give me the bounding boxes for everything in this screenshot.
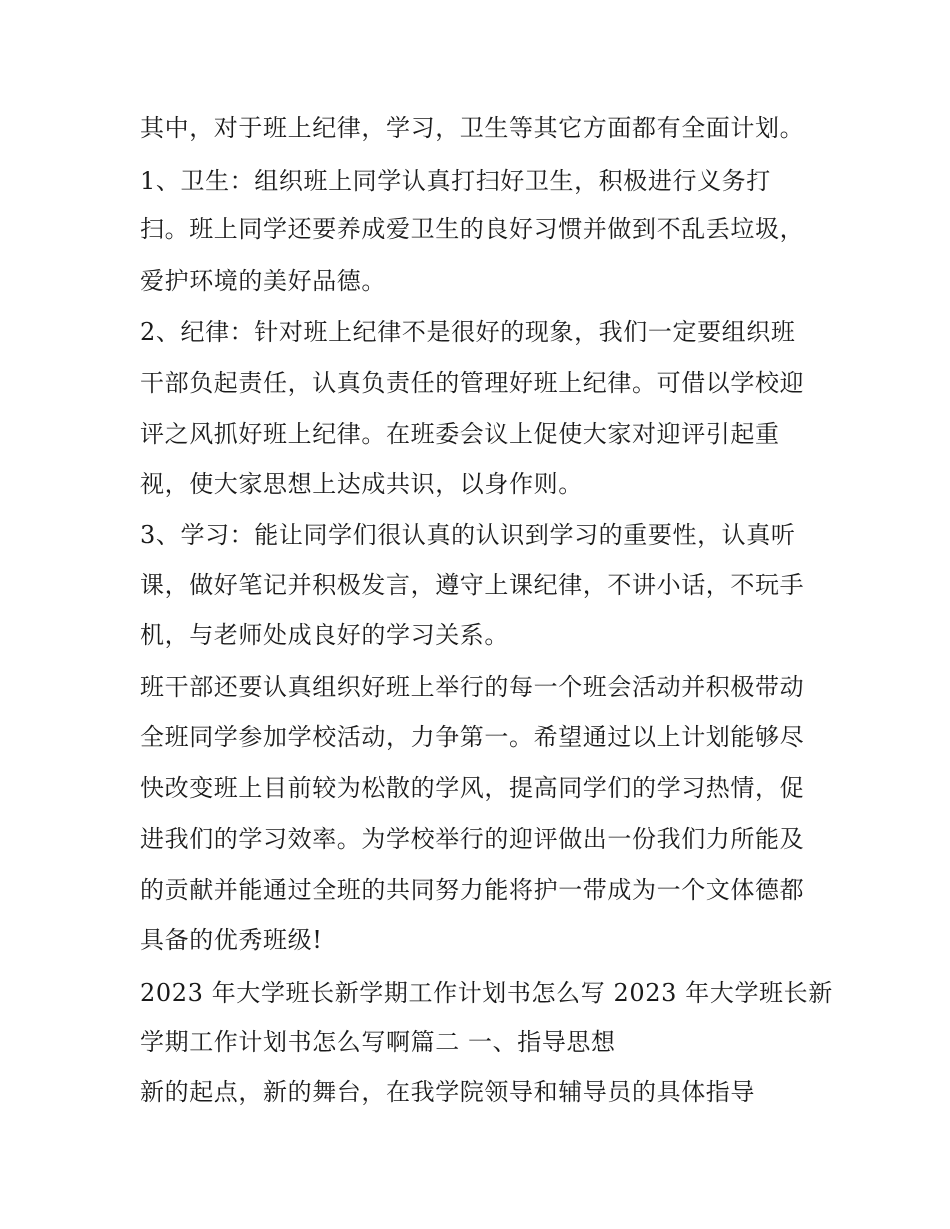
text-line: 的贡献并能通过全班的共同努力能将护一带成为一个文体德都 <box>140 876 805 904</box>
text-line: 快改变班上目前较为松散的学风，提高同学们的学习热情，促 <box>140 774 805 802</box>
text-line: 学期工作计划书怎么写啊篇二 一、指导思想 <box>140 1028 616 1056</box>
text-line: 全班同学参加学校活动，力争第一。希望通过以上计划能够尽 <box>140 723 805 751</box>
text-line: 视，使大家思想上达成共识，以身作则。 <box>140 470 583 498</box>
text-line: 班干部还要认真组织好班上举行的每一个班会活动并积极带动 <box>140 673 805 701</box>
text-line: 2、纪律：针对班上纪律不是很好的现象，我们一定要组织班 <box>140 318 796 346</box>
text-line: 评之风抓好班上纪律。在班委会议上促使大家对迎评引起重 <box>140 420 780 448</box>
text-line: 具备的优秀班级! <box>140 926 323 954</box>
text-line: 3、学习：能让同学们很认真的认识到学习的重要性，认真听 <box>140 521 796 549</box>
text-line: 其中，对于班上纪律，学习，卫生等其它方面都有全面计划。 <box>140 114 805 142</box>
text-line: 2023 年大学班长新学期工作计划书怎么写 2023 年大学班长新 <box>140 979 833 1007</box>
text-line: 新的起点，新的舞台，在我学院领导和辅导员的具体指导 <box>140 1078 755 1106</box>
text-line: 课，做好笔记并积极发言，遵守上课纪律，不讲小话，不玩手 <box>140 571 805 599</box>
text-line: 机，与老师处成良好的学习关系。 <box>140 621 509 649</box>
text-line: 爱护环境的美好品德。 <box>140 267 386 295</box>
text-line: 1、卫生：组织班上同学认真打扫好卫生，积极进行义务打 <box>140 167 771 195</box>
text-line: 进我们的学习效率。为学校举行的迎评做出一份我们力所能及 <box>140 825 805 853</box>
text-line: 扫。班上同学还要养成爱卫生的良好习惯并做到不乱丢垃圾， <box>140 215 805 243</box>
text-line: 干部负起责任，认真负责任的管理好班上纪律。可借以学校迎 <box>140 369 805 397</box>
